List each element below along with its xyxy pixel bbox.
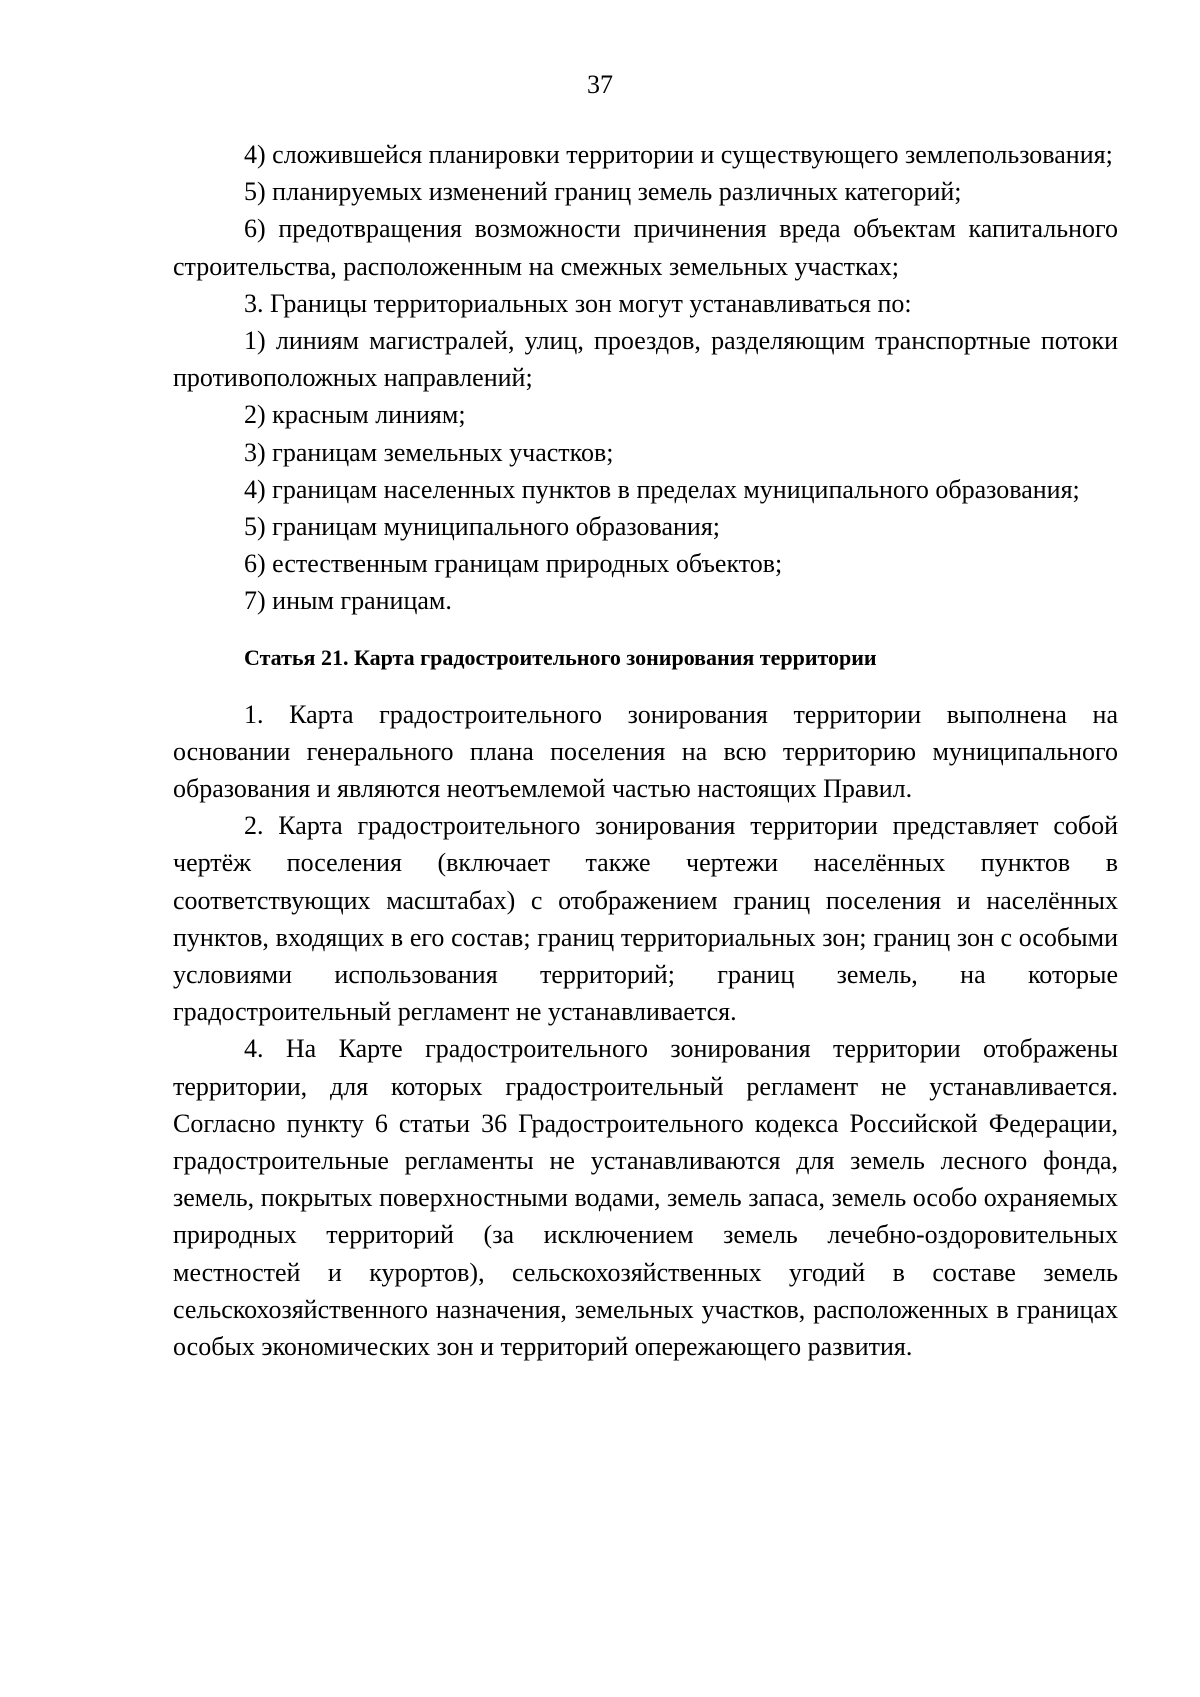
list-item: 6) естественным границам природных объектов; bbox=[244, 549, 783, 579]
page-number: 37 bbox=[587, 70, 613, 99]
list-item: 7) иным границам. bbox=[244, 586, 452, 616]
article-paragraph: 2. Карта градостроительного зонирования территории представляет собой чертёж поселения (включает также чертежи населённых пунктов в соответствующих масштабах) с отображением границ поселения и населённых пунктов, входящих в его состав; границ территориальных зон; границ зон с особыми условиями использования территорий; границ земель, на которые градостроительный регламент не устанавливается. bbox=[173, 811, 1118, 1027]
list-item: 4) границам населенных пунктов в пределах муниципального образования; bbox=[244, 474, 1080, 504]
document-body bbox=[173, 136, 1118, 1365]
list-item: 3) границам земельных участков; bbox=[244, 437, 614, 467]
list-item: 2) красным линиям; bbox=[244, 400, 466, 430]
list-item: 6) предотвращения возможности причинения вреда объектам капитального строительства, расположенным на смежных земельных участках; bbox=[173, 214, 1118, 281]
list-item: 5) границам муниципального образования; bbox=[244, 512, 721, 542]
list-item: 1) линиям магистралей, улиц, проездов, разделяющим транспортные потоки противоположных направлений; bbox=[173, 326, 1118, 393]
list-item: 3. Границы территориальных зон могут устанавливаться по: bbox=[244, 288, 912, 318]
article-paragraph: 1. Карта градостроительного зонирования территории выполнена на основании генерального плана поселения на всю территорию муниципального образования и являются неотъемлемой частью настоящих Правил. bbox=[173, 699, 1118, 804]
list-item: 5) планируемых изменений границ земель различных категорий; bbox=[244, 177, 962, 207]
article-heading: Статья 21. Карта градостроительного зонирования территории bbox=[244, 644, 877, 670]
list-item: 4) сложившейся планировки территории и существующего землепользования; bbox=[244, 140, 1113, 169]
article-paragraph: 4. На Карте градостроительного зонирования территории отображены территории, для которых градостроительный регламент не устанавливается. Согласно пункту 6 статьи 36 Градостроительного кодекса Российской Федерации, градостроительные регламенты не устанавливаются для земель лесного фонда, земель, покрытых поверхностными водами, земель запаса, земель особо охраняемых природных территорий (за исключением земель лечебно-оздоровительных местностей и курортов), сельскохозяйственных угодий в составе земель сельскохозяйственного назначения, земельных участков, расположенных в границах особых экономических зон и территорий опережающего развития. bbox=[173, 1034, 1118, 1362]
